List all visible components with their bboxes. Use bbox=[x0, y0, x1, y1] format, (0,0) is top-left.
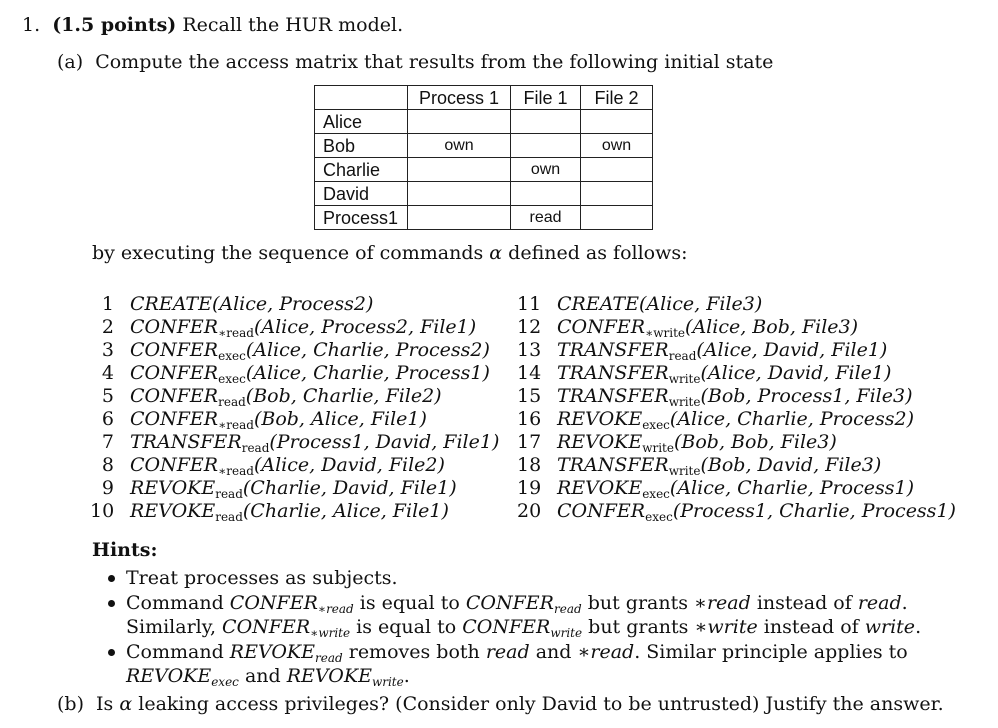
hint-item bbox=[104, 591, 921, 616]
hint-command: REVOKE bbox=[126, 665, 212, 687]
command-args: (Bob, Process1, File3) bbox=[700, 385, 913, 407]
command-subscript: write bbox=[668, 395, 701, 409]
alpha-symbol: α bbox=[489, 242, 503, 264]
part-a bbox=[57, 50, 773, 74]
command-args: (Alice, David, File1) bbox=[696, 339, 888, 361]
command-number: 3 bbox=[101, 339, 114, 361]
command-name: CONFER bbox=[130, 316, 219, 338]
hint-item bbox=[104, 640, 921, 665]
command-name: CREATE bbox=[130, 293, 212, 315]
command-row bbox=[517, 362, 956, 385]
question-number: 1. bbox=[22, 14, 41, 36]
hint-text: Command bbox=[126, 591, 224, 614]
command-args: (Bob, Bob, File3) bbox=[673, 431, 837, 453]
part-a-label: (a) bbox=[57, 51, 84, 73]
matrix-cell bbox=[408, 182, 511, 206]
command-row bbox=[517, 500, 956, 523]
matrix-cell bbox=[581, 182, 653, 206]
part-b bbox=[57, 692, 944, 716]
command-subscript: exec bbox=[642, 418, 670, 432]
command-subscript: exec bbox=[642, 487, 670, 501]
matrix-cell bbox=[408, 110, 511, 134]
command-args: (Charlie, David, File1) bbox=[242, 477, 457, 499]
command-name: REVOKE bbox=[557, 431, 643, 453]
command-row bbox=[90, 339, 499, 362]
matrix-row bbox=[315, 158, 653, 182]
command-subscript: ∗read bbox=[218, 326, 254, 340]
hint-right: ∗write bbox=[694, 616, 758, 638]
hint-text: . bbox=[901, 591, 908, 614]
hint-text: . bbox=[403, 665, 410, 687]
hint-subscript: ∗write bbox=[310, 626, 351, 640]
command-args: (Process1, David, File1) bbox=[269, 431, 500, 453]
command-number: 19 bbox=[517, 477, 542, 499]
command-number: 7 bbox=[101, 431, 114, 453]
command-row bbox=[90, 454, 499, 477]
command-subscript: ∗write bbox=[645, 326, 686, 340]
hint-subscript: exec bbox=[211, 675, 239, 689]
command-args: (Alice, Charlie, Process2) bbox=[245, 339, 490, 361]
hint-text: is equal to bbox=[359, 591, 460, 614]
command-subscript: read bbox=[668, 349, 697, 363]
part-a-text: Compute the access matrix that results from the following initial state bbox=[95, 51, 774, 73]
command-name: TRANSFER bbox=[557, 454, 669, 476]
command-number: 8 bbox=[101, 454, 114, 476]
command-name: CONFER bbox=[130, 362, 219, 384]
hint-right: ∗read bbox=[577, 640, 635, 663]
command-number: 17 bbox=[517, 431, 542, 453]
matrix-row-subject: Charlie bbox=[315, 158, 408, 182]
hint-subscript: ∗read bbox=[317, 601, 354, 616]
command-args: (Alice, File3) bbox=[638, 293, 763, 315]
command-number: 13 bbox=[517, 339, 542, 361]
command-row bbox=[90, 500, 499, 523]
command-args: (Charlie, Alice, File1) bbox=[242, 500, 449, 522]
hint-item-continued bbox=[104, 615, 921, 640]
command-args: (Alice, Process2) bbox=[211, 293, 374, 315]
command-number: 20 bbox=[517, 500, 542, 522]
command-args: (Alice, Process2, File1) bbox=[253, 316, 477, 338]
matrix-cell bbox=[408, 206, 511, 230]
matrix-row-subject: Alice bbox=[315, 110, 408, 134]
matrix-cell bbox=[511, 110, 581, 134]
command-name: CONFER bbox=[557, 500, 646, 522]
command-number: 2 bbox=[101, 316, 114, 338]
command-args: (Alice, Charlie, Process1) bbox=[669, 477, 915, 499]
command-name: TRANSFER bbox=[130, 431, 242, 453]
matrix-cell: read bbox=[511, 206, 581, 230]
command-args: (Alice, David, File2) bbox=[253, 454, 445, 476]
hint-command: REVOKE bbox=[286, 665, 372, 687]
hint-text: . bbox=[915, 616, 922, 638]
question-intro: Recall the HUR model. bbox=[182, 14, 404, 36]
hint-command: CONFER bbox=[462, 616, 551, 638]
command-args: (Bob, Charlie, File2) bbox=[245, 385, 442, 407]
matrix-cell: own bbox=[581, 134, 653, 158]
hints-heading bbox=[92, 538, 157, 562]
command-subscript: exec bbox=[645, 510, 673, 524]
command-name: REVOKE bbox=[130, 500, 216, 522]
command-name: CONFER bbox=[130, 408, 219, 430]
matrix-cell: own bbox=[408, 134, 511, 158]
command-number: 1 bbox=[101, 293, 114, 315]
command-subscript: write bbox=[642, 441, 674, 455]
command-row bbox=[517, 408, 956, 431]
command-name: CONFER bbox=[130, 339, 219, 361]
command-subscript: read bbox=[218, 395, 246, 409]
hint-command: REVOKE bbox=[229, 640, 315, 663]
hint-item bbox=[104, 566, 921, 591]
command-args: (Alice, Bob, File3) bbox=[685, 316, 859, 338]
hint-right: write bbox=[864, 616, 916, 638]
matrix-cell bbox=[511, 182, 581, 206]
matrix-cell bbox=[581, 206, 653, 230]
command-args: (Alice, Charlie, Process2) bbox=[669, 408, 915, 430]
hints-heading-text: Hints: bbox=[92, 539, 158, 561]
command-subscript: ∗read bbox=[218, 464, 254, 478]
matrix-col-header: File 1 bbox=[511, 86, 581, 110]
command-args: (Bob, Alice, File1) bbox=[253, 408, 427, 430]
command-name: REVOKE bbox=[557, 408, 643, 430]
part-b-before: Is bbox=[96, 693, 114, 715]
part-b-label: (b) bbox=[57, 693, 84, 715]
command-number: 15 bbox=[517, 385, 542, 407]
hint-subscript: write bbox=[550, 626, 583, 640]
hint-command: CONFER bbox=[465, 591, 554, 614]
command-row bbox=[90, 316, 499, 339]
matrix-row-subject: David bbox=[315, 182, 408, 206]
command-number: 11 bbox=[517, 293, 542, 315]
command-args: (Alice, David, File1) bbox=[700, 362, 892, 384]
hint-text: instead of bbox=[763, 616, 859, 638]
command-args: (Process1, Charlie, Process1) bbox=[672, 500, 956, 522]
hint-right: read bbox=[857, 591, 902, 614]
matrix-cell: own bbox=[511, 158, 581, 182]
command-subscript: read bbox=[215, 487, 243, 501]
command-name: REVOKE bbox=[557, 477, 643, 499]
command-number: 6 bbox=[101, 408, 114, 430]
question-heading bbox=[22, 13, 403, 37]
command-row bbox=[90, 385, 499, 408]
command-subscript: read bbox=[241, 441, 270, 455]
command-number: 12 bbox=[517, 316, 542, 338]
command-name: CREATE bbox=[557, 293, 639, 315]
command-row bbox=[517, 293, 956, 316]
hint-text: . Similar principle applies to bbox=[634, 640, 908, 663]
matrix-corner bbox=[315, 86, 408, 110]
command-args: (Alice, Charlie, Process1) bbox=[245, 362, 490, 384]
matrix-row bbox=[315, 182, 653, 206]
command-number: 18 bbox=[517, 454, 542, 476]
hint-text: Similarly, bbox=[126, 616, 216, 638]
command-row bbox=[90, 431, 499, 454]
matrix-row bbox=[315, 134, 653, 158]
matrix-col-header: Process 1 bbox=[408, 86, 511, 110]
command-args: (Bob, David, File3) bbox=[700, 454, 882, 476]
command-row bbox=[517, 454, 956, 477]
command-number: 4 bbox=[101, 362, 114, 384]
hint-subscript: write bbox=[371, 675, 404, 689]
command-number: 5 bbox=[101, 385, 114, 407]
command-number: 16 bbox=[517, 408, 542, 430]
matrix-header-row bbox=[315, 86, 653, 110]
command-subscript: write bbox=[668, 372, 701, 386]
access-matrix bbox=[314, 85, 653, 230]
command-row bbox=[90, 293, 499, 316]
part-b-after: leaking access privileges? (Consider only David to be untrusted) Justify the answer. bbox=[138, 693, 944, 715]
command-subscript: write bbox=[668, 464, 701, 478]
command-name: CONFER bbox=[130, 454, 219, 476]
matrix-cell bbox=[408, 158, 511, 182]
question-points: (1.5 points) bbox=[52, 14, 177, 36]
command-row bbox=[517, 477, 956, 500]
command-number: 14 bbox=[517, 362, 542, 384]
hint-text: and bbox=[244, 665, 281, 687]
sequence-intro-before: by executing the sequence of commands bbox=[92, 242, 484, 264]
command-subscript: exec bbox=[218, 349, 246, 363]
hint-command: CONFER bbox=[222, 616, 311, 638]
command-name: CONFER bbox=[557, 316, 646, 338]
command-subscript: exec bbox=[218, 372, 246, 386]
command-subscript: ∗read bbox=[218, 418, 254, 432]
command-row bbox=[90, 408, 499, 431]
command-name: TRANSFER bbox=[557, 339, 669, 361]
command-row bbox=[517, 316, 956, 339]
command-name: CONFER bbox=[130, 385, 219, 407]
hint-text: is equal to bbox=[356, 616, 457, 638]
hint-subscript: read bbox=[553, 601, 582, 616]
hint-subscript: read bbox=[315, 650, 343, 665]
hints-list bbox=[104, 566, 921, 689]
matrix-cell bbox=[511, 134, 581, 158]
hint-text: but grants bbox=[587, 591, 688, 614]
commands-left-column bbox=[90, 293, 499, 523]
hint-right: ∗read bbox=[694, 591, 751, 614]
command-name: TRANSFER bbox=[557, 362, 669, 384]
command-row bbox=[90, 477, 499, 500]
matrix-row-subject: Process1 bbox=[315, 206, 408, 230]
hint-text: Treat processes as subjects. bbox=[126, 567, 398, 589]
sequence-intro-after: defined as follows: bbox=[508, 242, 688, 264]
hint-text: and bbox=[535, 640, 572, 663]
matrix-cell bbox=[581, 158, 653, 182]
matrix-row bbox=[315, 206, 653, 230]
command-subscript: read bbox=[215, 510, 243, 524]
command-number: 9 bbox=[101, 477, 114, 499]
matrix-cell bbox=[581, 110, 653, 134]
command-row bbox=[90, 362, 499, 385]
sequence-intro bbox=[92, 241, 688, 265]
matrix-row bbox=[315, 110, 653, 134]
command-row bbox=[517, 339, 956, 362]
hint-text: Command bbox=[126, 640, 224, 663]
hint-text: but grants bbox=[588, 616, 689, 638]
command-name: REVOKE bbox=[130, 477, 216, 499]
matrix-col-header: File 2 bbox=[581, 86, 653, 110]
commands-right-column bbox=[517, 293, 956, 523]
hint-text: instead of bbox=[756, 591, 852, 614]
command-number: 10 bbox=[90, 500, 115, 522]
alpha-symbol: α bbox=[119, 693, 133, 715]
command-name: TRANSFER bbox=[557, 385, 669, 407]
hint-command: CONFER bbox=[229, 591, 318, 614]
command-row bbox=[517, 431, 956, 454]
hint-item-continued bbox=[104, 664, 921, 689]
hint-right: read bbox=[485, 640, 530, 663]
hint-text: removes both bbox=[348, 640, 480, 663]
matrix-row-subject: Bob bbox=[315, 134, 408, 158]
command-row bbox=[517, 385, 956, 408]
